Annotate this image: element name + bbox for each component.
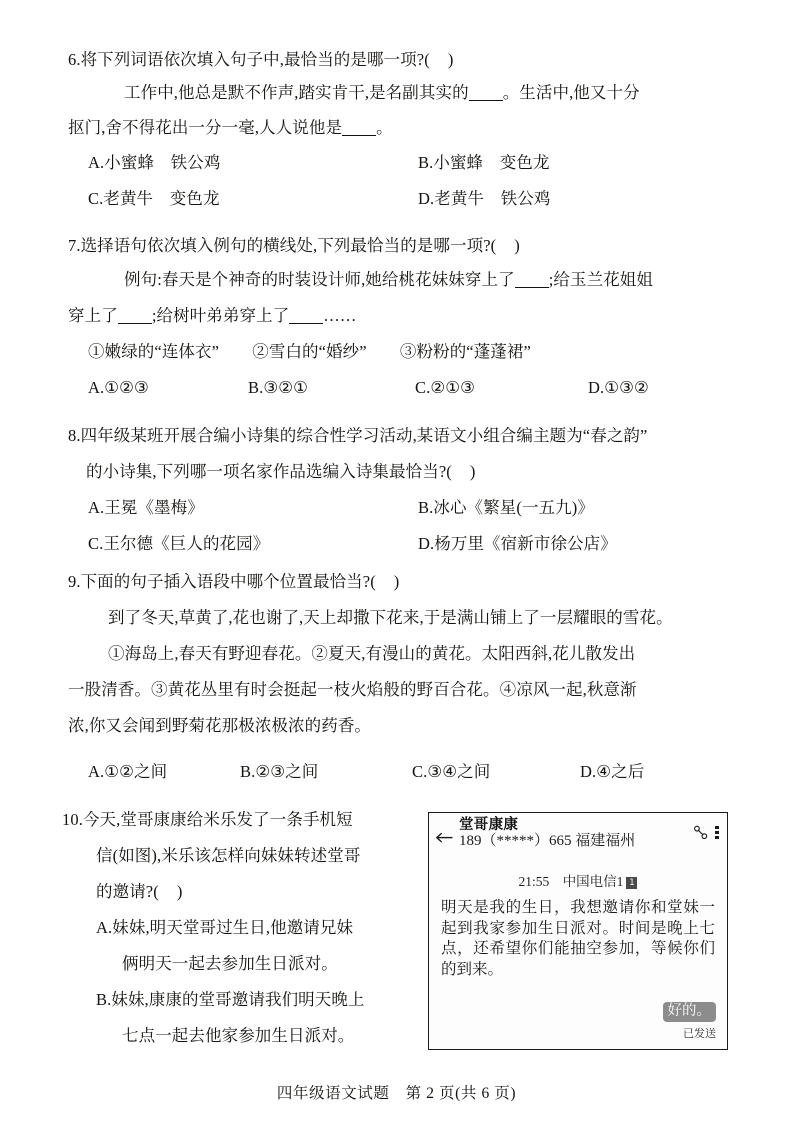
option-label: B. — [418, 153, 434, 172]
option-label: A. — [88, 153, 105, 172]
question-8-stem-close: ) — [469, 462, 476, 481]
question-9-stem-close: ) — [393, 572, 400, 591]
question-9-passage-line-2: 一股清香。③黄花丛里有时会挺起一枝火焰般的野百合花。④凉风一起,秋意渐 — [68, 680, 637, 699]
question-7-number: 7. — [68, 236, 81, 255]
question-7-example-line-2 — [68, 308, 357, 325]
option-text: ③②① — [263, 378, 309, 397]
option-label: D. — [580, 762, 597, 781]
option-label: A. — [96, 918, 113, 937]
question-10-stem-line-3 — [96, 884, 182, 901]
sms-reply-block — [663, 1000, 717, 1041]
option-text: ②③之间 — [255, 762, 319, 781]
question-9-number: 9. — [68, 572, 81, 591]
question-9-option-d[interactable] — [580, 764, 644, 781]
question-10-option-b-line-2: 七点一起去他家参加生日派对。 — [122, 1026, 355, 1045]
question-7-example-b3: …… — [323, 306, 357, 325]
question-7-stem-text: 选择语句依次填入例句的横线处,下列最恰当的是哪一项?( — [80, 236, 497, 255]
option-text: 冰心《繁星(一五九)》 — [433, 498, 594, 517]
fill-blank — [469, 100, 503, 101]
sms-header — [429, 813, 727, 863]
question-10-option-a[interactable] — [96, 920, 353, 937]
option-text: 王尔德《巨人的花园》 — [103, 534, 270, 553]
question-7-stem-close: ) — [514, 236, 520, 255]
option-label: B. — [240, 762, 256, 781]
option-label: D. — [418, 534, 435, 553]
option-text: 杨万里《宿新市徐公店》 — [434, 534, 617, 553]
option-text: 妹妹,康康的堂哥邀请我们明天晚上 — [111, 990, 365, 1009]
question-6-passage-a: 工作中,他总是默不作声,踏实肯干,是名副其实的 — [124, 83, 469, 102]
question-10-stem-line-2: 信(如图),米乐该怎样向妹妹转述堂哥 — [96, 846, 361, 865]
question-10-stem-line-1 — [62, 812, 353, 829]
sms-reply-bubble[interactable]: 好的。 — [663, 1002, 717, 1022]
option-label: A. — [88, 378, 105, 397]
option-label: C. — [412, 762, 428, 781]
page-footer: 四年级语文试题 第 2 页(共 6 页) — [276, 1085, 517, 1102]
sms-time: 21:55 — [518, 874, 550, 889]
question-6-stem-text: 将下列词语依次填入句子中,最恰当的是哪一项?( — [80, 50, 430, 69]
option-label: B. — [418, 498, 434, 517]
question-10-option-a-line-2: 俩明天一起去参加生日派对。 — [122, 954, 338, 973]
question-9-option-b[interactable] — [240, 764, 318, 781]
fill-blank — [515, 287, 549, 288]
question-6-passage-line-2 — [68, 120, 393, 137]
sms-header-actions — [693, 825, 719, 840]
question-7-stem — [68, 238, 520, 255]
fill-blank — [289, 323, 323, 324]
question-7-option-b[interactable] — [248, 380, 308, 397]
question-7-option-a[interactable] — [88, 380, 149, 397]
question-8-option-b[interactable] — [418, 500, 594, 517]
phone-icon[interactable] — [693, 825, 708, 840]
question-8-option-d[interactable] — [418, 536, 617, 553]
question-6-passage-b: 抠门,舍不得花出一分一毫,人人说他是 — [68, 118, 343, 137]
question-7-option-d[interactable] — [588, 380, 649, 397]
question-7-example-b: 穿上了 — [68, 306, 118, 325]
sms-sent-status: 已发送 — [683, 1027, 716, 1040]
option-text: ①②③ — [104, 378, 149, 397]
question-9-passage-line-1: ①海岛上,春天有野迎春花。②夏天,有漫山的黄花。太阳西斜,花儿散发出 — [108, 644, 636, 663]
sim-card-badge-icon: 1 — [626, 877, 637, 889]
question-10-stem-close: ) — [176, 882, 183, 901]
sms-contact-name: 堂哥康康 — [459, 817, 519, 833]
question-6-passage-b2: 。 — [376, 118, 393, 137]
option-text: 小蜜蜂 铁公鸡 — [104, 153, 221, 172]
option-label: C. — [88, 534, 104, 553]
option-text: 老黄牛 铁公鸡 — [434, 189, 551, 208]
back-arrow-icon[interactable] — [436, 832, 453, 843]
option-text: ①②之间 — [104, 762, 168, 781]
question-6-stem-close: ) — [447, 50, 454, 69]
question-8-option-a[interactable] — [88, 500, 204, 517]
question-8-stem-text-2: 的小诗集,下列哪一项名家作品选编入诗集最恰当?( — [86, 462, 452, 481]
question-6-stem — [68, 52, 453, 69]
option-text: 王冕《墨梅》 — [104, 498, 204, 517]
sms-phone-number: 189（*****）665 福建福州 — [459, 833, 636, 850]
question-10-stem-text-1: 今天,堂哥康康给米乐发了一条手机短 — [82, 810, 353, 829]
question-8-stem-line-2 — [86, 464, 475, 481]
sms-message-text: 明天是我的生日，我想邀请你和堂妹一起到我家参加生日派对。时间是晚上七点，还希望你们能抽空参加，等候你们的到来。 — [441, 898, 715, 978]
option-label: A. — [88, 498, 105, 517]
question-7-option-c[interactable] — [415, 380, 475, 397]
option-label: C. — [415, 378, 431, 397]
question-8-number: 8. — [68, 426, 81, 445]
question-7-example-a2: ;给玉兰花姐姐 — [548, 270, 654, 289]
overflow-menu-icon[interactable] — [715, 826, 719, 840]
fill-blank — [118, 323, 152, 324]
question-8-stem-line-1 — [68, 428, 647, 445]
question-10-number: 10. — [62, 810, 83, 829]
question-7-items: ①嫩绿的“连体衣” ②雪白的“婚纱” ③粉粉的“蓬蓬裙” — [88, 342, 531, 361]
question-6-option-b[interactable] — [418, 155, 550, 172]
option-text: ④之后 — [596, 762, 645, 781]
option-label: A. — [88, 762, 105, 781]
question-10-stem-text-3: 的邀请?( — [96, 882, 159, 901]
option-label: C. — [88, 189, 104, 208]
question-6-option-d[interactable] — [418, 191, 550, 208]
question-9-option-a[interactable] — [88, 764, 167, 781]
question-8-option-c[interactable] — [88, 536, 269, 553]
question-6-option-a[interactable] — [88, 155, 220, 172]
question-7-example-b2: ;给树叶弟弟穿上了 — [151, 306, 290, 325]
question-7-example-a: 例句:春天是个神奇的时装设计师,她给桃花妹妹穿上了 — [124, 270, 515, 289]
question-9-stem-text: 下面的句子插入语段中哪个位置最恰当?( — [80, 572, 376, 591]
option-text: 妹妹,明天堂哥过生日,他邀请兄妹 — [112, 918, 354, 937]
option-text: 小蜜蜂 变色龙 — [433, 153, 550, 172]
option-text: ②①③ — [430, 378, 476, 397]
question-9-passage-line-3: 浓,你又会闻到野菊花那极浓极浓的药香。 — [68, 716, 372, 735]
sms-screenshot-figure — [428, 812, 728, 1050]
option-label: B. — [248, 378, 264, 397]
option-label: D. — [588, 378, 605, 397]
option-label: D. — [418, 189, 435, 208]
fill-blank — [342, 135, 376, 136]
question-7-example-line-1 — [124, 272, 653, 289]
question-9-option-c[interactable] — [412, 764, 490, 781]
sms-timestamp-row — [429, 870, 727, 890]
option-text: ①③② — [604, 378, 649, 397]
option-text: 老黄牛 变色龙 — [103, 189, 220, 208]
question-8-stem-text-1: 四年级某班开展合编小诗集的综合性学习活动,某语文小组合编主题为“春之韵” — [80, 426, 648, 445]
question-6-passage-line-1 — [124, 85, 640, 102]
question-6-passage-a2: 。生活中,他又十分 — [502, 83, 640, 102]
option-text: ③④之间 — [427, 762, 491, 781]
question-9-stem — [68, 574, 399, 591]
question-6-option-c[interactable] — [88, 191, 220, 208]
question-6-number: 6. — [68, 50, 81, 69]
question-10-option-b[interactable] — [96, 992, 365, 1009]
option-label: B. — [96, 990, 112, 1009]
question-9-quote: 到了冬天,草黄了,花也谢了,天上却撒下花来,于是满山铺上了一层耀眼的雪花。 — [108, 608, 673, 627]
sms-carrier: 中国电信1 — [562, 874, 624, 889]
